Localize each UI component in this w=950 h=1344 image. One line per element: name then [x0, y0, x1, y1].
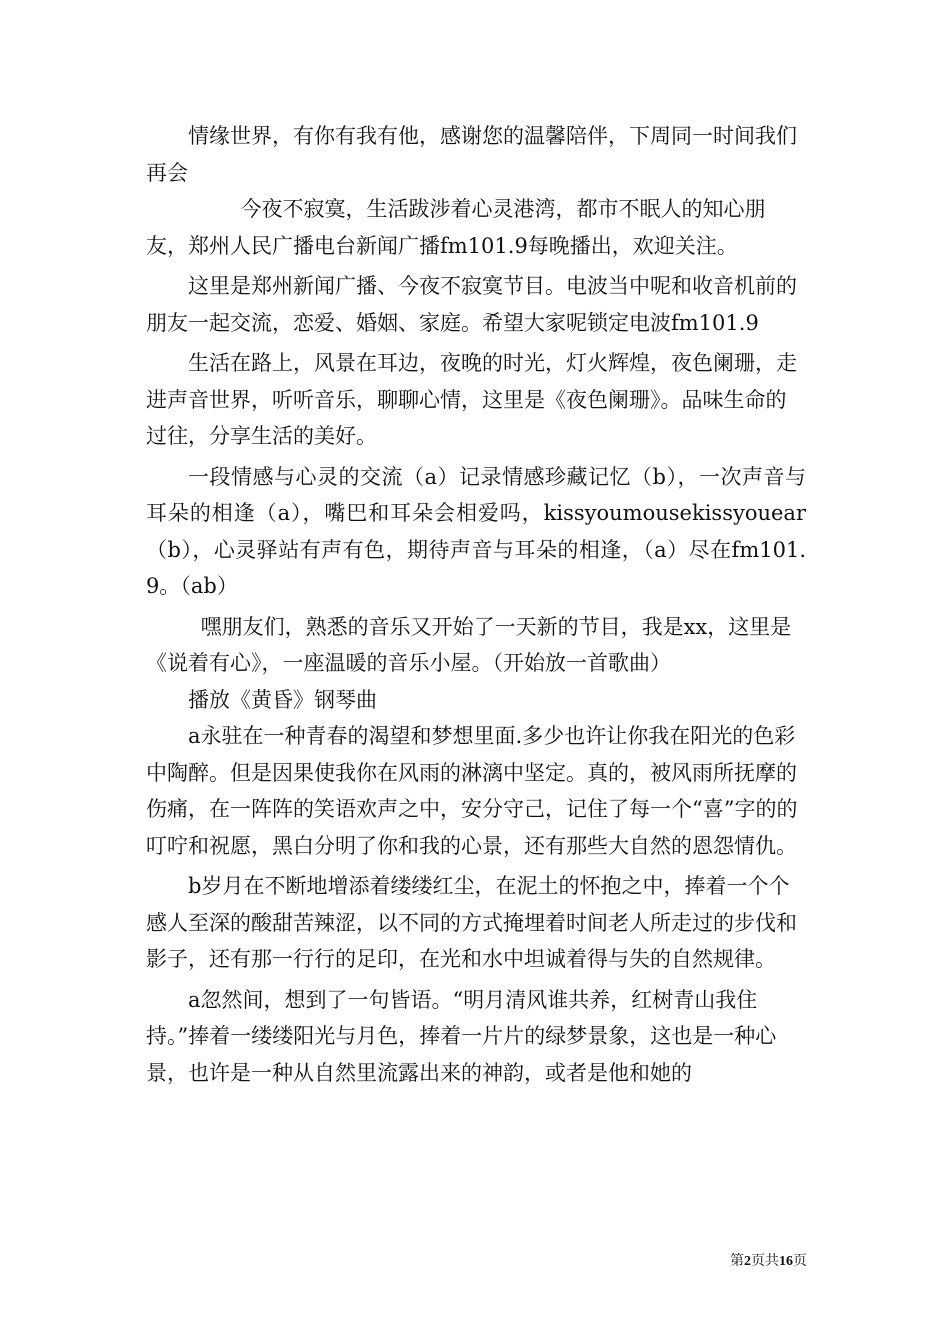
footer-total-pages: 16 — [779, 1254, 793, 1269]
paragraph-greeting: 嘿朋友们，熟悉的音乐又开始了一天新的节目，我是xx，这里是《说着有心》，一座温暖的音乐小屋。（开始放一首歌曲） — [146, 614, 792, 675]
paragraph-script-b1: b岁月在不断地增添着缕缕红尘，在泥土的怀抱之中，捧着一个个感人至深的酸甜苦辣涩，以不同的方式掩埋着时间老人所走过的步伐和影子，还有那一行行的足印，在光和水中坦诚着得与失的自然规律。 — [146, 874, 797, 971]
paragraph-closing: 情缘世界，有你有我有他，感谢您的温馨陪伴，下周同一时间我们再会 — [146, 124, 797, 185]
footer-current-page: 2 — [744, 1254, 751, 1269]
paragraph-program-intro: 今夜不寂寞，生活跋涉着心灵港湾，都市不眠人的知心朋友，郑州人民广播电台新闻广播fm101.9每晚播出，欢迎关注。 — [146, 197, 766, 258]
paragraph-music-cue: 播放《黄昏》钢琴曲 — [188, 687, 377, 712]
paragraph-night-scene: 生活在路上，风景在耳边，夜晚的时光，灯火辉煌，夜色阑珊，走进声音世界，听听音乐，聊聊心情，这里是《夜色阑珊》。品味生命的过往，分享生活的美好。 — [146, 351, 797, 448]
paragraph-station-intro: 这里是郑州新闻广播、今夜不寂寞节目。电波当中呢和收音机前的朋友一起交流，恋爱、婚姻、家庭。希望大家呢锁定电波fm101.9 — [146, 274, 797, 335]
document-body — [146, 118, 806, 1091]
paragraph-script-a1: a永驻在一种青春的渴望和梦想里面.多少也许让你我在阳光的色彩中陶醉。但是因果使我你在风雨的淋漓中坚定。真的，被风雨所抚摩的伤痛，在一阵阵的笑语欢声之中，安分守己，记住了每一个“喜”字的的叮咛和祝愿，黑白分明了你和我的心景，还有那些大自然的恩怨情仇。 — [146, 724, 798, 858]
paragraph-dialogue: 一段情感与心灵的交流（a）记录情感珍藏记忆（b），一次声音与耳朵的相逢（a），嘴巴和耳朵会相爱吗，kissyoumousekissyouear（b），心灵驿站有声有色，期待声音与耳朵的相逢，（a）尽在fm101.9。（ab） — [146, 464, 806, 598]
page-number-footer — [0, 1250, 950, 1270]
paragraph-script-a2: a忽然间，想到了一句皆语。“明月清风谁共养，红树青山我住持。”捧着一缕缕阳光与月色，捧着一片片的绿梦景象，这也是一种心景，也许是一种从自然里流露出来的神韵，或者是他和她的 — [146, 987, 777, 1085]
footer-suffix: 页 — [793, 1253, 807, 1269]
footer-prefix: 第 — [730, 1253, 744, 1269]
footer-middle: 页共 — [751, 1253, 779, 1269]
